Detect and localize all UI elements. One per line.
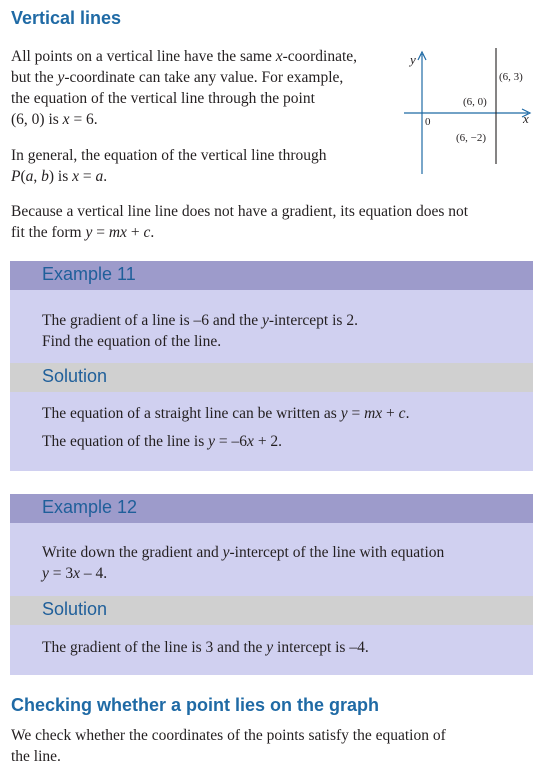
point-label-6-3: (6, 3) — [499, 71, 523, 83]
example-11-solution-box — [10, 392, 533, 471]
origin-label: 0 — [425, 116, 431, 128]
example-11-question-box — [10, 290, 533, 363]
example-11-title: Example 11 — [42, 264, 136, 284]
example-11-solution-label: Solution — [42, 366, 108, 386]
x-axis-label: x — [523, 111, 529, 126]
vertical-lines-paragraph: All points on a vertical line have the same x-coordinate, but the y-coordinate can take any value. For example, the equation of the vertical line through the point (6, 0) is x = 6. — [11, 48, 358, 128]
example-12-title: Example 12 — [42, 497, 138, 517]
point-label-6-0: (6, 0) — [463, 96, 487, 108]
example-12-solution-label: Solution — [42, 599, 108, 619]
example-11-question: The gradient of a line is –6 and the y-intercept is 2. Find the equation of the line. — [42, 312, 358, 350]
example-11-title-bar — [10, 261, 533, 290]
point-label-6-neg2: (6, −2) — [456, 132, 487, 144]
example-11-solution-line-2: The equation of the line is y = –6x + 2. — [42, 433, 283, 450]
y-axis-label: y — [410, 52, 416, 67]
section-heading-checking-point: Checking whether a point lies on the graph — [11, 695, 380, 715]
checking-paragraph: We check whether the coordinates of the points satisfy the equation of the line. — [11, 727, 446, 765]
example-12-solution-box — [10, 625, 533, 675]
section-heading-vertical-lines: Vertical lines — [11, 8, 122, 28]
example-12-question: Write down the gradient and y-intercept of the line with equation y = 3x – 4. — [42, 544, 445, 582]
example-12-solution-bar — [10, 596, 533, 625]
no-gradient-paragraph: Because a vertical line line does not have a gradient, its equation does not fit the form y = mx + c. — [11, 203, 469, 241]
example-12-title-bar — [10, 494, 533, 523]
example-11-solution-line-1: The equation of a straight line can be written as y = mx + c. — [42, 405, 410, 422]
example-12-solution-line-1: The gradient of the line is 3 and the y intercept is –4. — [42, 639, 369, 656]
example-12-question-box — [10, 523, 533, 596]
example-11-solution-bar — [10, 363, 533, 392]
vertical-line-graph — [400, 42, 540, 182]
general-vertical-line-paragraph: In general, the equation of the vertical line through P(a, b) is x = a. — [11, 147, 327, 185]
